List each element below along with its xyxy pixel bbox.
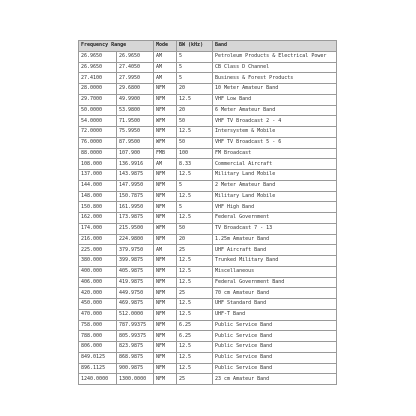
cell-mode: NFM	[154, 277, 177, 288]
cell-mode: NFM	[154, 363, 177, 374]
cell-bandwidth: 20	[177, 105, 213, 116]
cell-frequency-start: 50.0000	[79, 105, 117, 116]
cell-bandwidth: 50	[177, 137, 213, 148]
cell-mode: NFM	[154, 299, 177, 310]
cell-frequency-start: 26.9650	[79, 62, 117, 73]
cell-band: Miscellaneous	[213, 266, 337, 277]
cell-frequency-start: 896.1125	[79, 363, 117, 374]
cell-bandwidth: 25	[177, 245, 213, 256]
cell-mode: NFM	[154, 105, 177, 116]
cell-frequency-start: 216.000	[79, 234, 117, 245]
cell-bandwidth: 5	[177, 180, 213, 191]
cell-frequency-start: 148.000	[79, 191, 117, 202]
cell-band: 23 cm Amateur Band	[213, 374, 337, 385]
cell-bandwidth: 6.25	[177, 320, 213, 331]
cell-frequency-start: 174.000	[79, 223, 117, 234]
header-bandwidth: BW (kHz)	[177, 41, 213, 52]
cell-frequency-end: 1300.0000	[117, 374, 154, 385]
cell-frequency-end: 787.99375	[117, 320, 154, 331]
table-row	[79, 223, 337, 234]
cell-band: Military Land Mobile	[213, 170, 337, 181]
cell-band: Commercial Aircraft	[213, 159, 337, 170]
cell-frequency-end: 173.9875	[117, 213, 154, 224]
cell-mode: AM	[154, 245, 177, 256]
cell-band: TV Broadcast 7 - 13	[213, 223, 337, 234]
cell-frequency-start: 137.000	[79, 170, 117, 181]
cell-bandwidth: 12.5	[177, 256, 213, 267]
cell-band: VHF High Band	[213, 202, 337, 213]
cell-bandwidth: 8.33	[177, 159, 213, 170]
cell-mode: AM	[154, 62, 177, 73]
cell-mode: NFM	[154, 352, 177, 363]
cell-frequency-end: 150.7875	[117, 191, 154, 202]
cell-frequency-end: 900.9875	[117, 363, 154, 374]
cell-frequency-end: 823.9875	[117, 342, 154, 353]
cell-frequency-end: 107.900	[117, 148, 154, 159]
table-row	[79, 234, 337, 245]
cell-frequency-start: 1240.0000	[79, 374, 117, 385]
cell-mode: NFM	[154, 320, 177, 331]
cell-bandwidth: 12.5	[177, 277, 213, 288]
cell-band: Intersystem & Mobile	[213, 127, 337, 138]
cell-bandwidth: 50	[177, 116, 213, 127]
cell-band: Public Service Band	[213, 331, 337, 342]
cell-mode: WFM	[154, 116, 177, 127]
cell-frequency-start: 108.000	[79, 159, 117, 170]
cell-band: Business & Forest Products	[213, 73, 337, 84]
cell-mode: NFM	[154, 191, 177, 202]
cell-mode: NFM	[154, 234, 177, 245]
cell-frequency-end: 71.9500	[117, 116, 154, 127]
cell-bandwidth: 12.5	[177, 266, 213, 277]
cell-mode: NFM	[154, 180, 177, 191]
table-row	[79, 137, 337, 148]
cell-mode: NFM	[154, 256, 177, 267]
cell-band: 70 cm Amateur Band	[213, 288, 337, 299]
cell-bandwidth: 50	[177, 223, 213, 234]
cell-mode: FMB	[154, 148, 177, 159]
cell-mode: AM	[154, 73, 177, 84]
header-frequency-range: Frequency Range	[79, 41, 154, 52]
cell-frequency-end: 449.9750	[117, 288, 154, 299]
cell-frequency-end: 215.9500	[117, 223, 154, 234]
header-mode: Mode	[154, 41, 177, 52]
table-row	[79, 105, 337, 116]
table-row	[79, 363, 337, 374]
table-row	[79, 116, 337, 127]
cell-bandwidth: 100	[177, 148, 213, 159]
table-header-row	[79, 41, 337, 52]
cell-frequency-end: 161.9950	[117, 202, 154, 213]
cell-band: UHF Standard Band	[213, 299, 337, 310]
cell-frequency-start: 29.7000	[79, 94, 117, 105]
cell-mode: AM	[154, 51, 177, 62]
cell-mode: NFM	[154, 127, 177, 138]
cell-mode: NFM	[154, 266, 177, 277]
cell-frequency-start: 788.000	[79, 331, 117, 342]
cell-frequency-start: 72.0000	[79, 127, 117, 138]
cell-mode: NFM	[154, 202, 177, 213]
cell-bandwidth: 12.5	[177, 213, 213, 224]
cell-band: Public Service Band	[213, 320, 337, 331]
table-row	[79, 148, 337, 159]
cell-bandwidth: 20	[177, 84, 213, 95]
cell-bandwidth: 12.5	[177, 299, 213, 310]
cell-frequency-start: 806.000	[79, 342, 117, 353]
cell-band: Public Service Band	[213, 342, 337, 353]
table-row	[79, 127, 337, 138]
cell-bandwidth: 12.5	[177, 363, 213, 374]
cell-frequency-start: 406.000	[79, 277, 117, 288]
cell-frequency-start: 420.000	[79, 288, 117, 299]
cell-frequency-end: 49.9900	[117, 94, 154, 105]
table-row	[79, 245, 337, 256]
cell-band: Public Service Band	[213, 363, 337, 374]
table-row	[79, 180, 337, 191]
table-row	[79, 277, 337, 288]
cell-frequency-end: 469.9875	[117, 299, 154, 310]
frequency-table	[78, 40, 337, 385]
cell-band: Public Service Band	[213, 352, 337, 363]
cell-bandwidth: 5	[177, 51, 213, 62]
cell-band: VHF TV Broadcast 2 - 4	[213, 116, 337, 127]
cell-frequency-start: 150.800	[79, 202, 117, 213]
cell-frequency-end: 29.6800	[117, 84, 154, 95]
table-row	[79, 94, 337, 105]
table-row	[79, 170, 337, 181]
table-row	[79, 213, 337, 224]
cell-bandwidth: 12.5	[177, 170, 213, 181]
cell-band: VHF Low Band	[213, 94, 337, 105]
cell-frequency-start: 450.000	[79, 299, 117, 310]
table-row	[79, 342, 337, 353]
table-row	[79, 352, 337, 363]
cell-mode: NFM	[154, 374, 177, 385]
cell-frequency-end: 379.9750	[117, 245, 154, 256]
cell-mode: NFM	[154, 213, 177, 224]
cell-frequency-end: 87.9500	[117, 137, 154, 148]
header-band: Band	[213, 41, 337, 52]
cell-frequency-end: 26.9650	[117, 51, 154, 62]
cell-band: 2 Meter Amateur Band	[213, 180, 337, 191]
cell-band: Petroleum Products & Electrical Power	[213, 51, 337, 62]
cell-bandwidth: 12.5	[177, 127, 213, 138]
cell-frequency-end: 75.9950	[117, 127, 154, 138]
cell-frequency-start: 144.000	[79, 180, 117, 191]
cell-bandwidth: 5	[177, 73, 213, 84]
table-row	[79, 331, 337, 342]
cell-mode: AM	[154, 159, 177, 170]
cell-frequency-start: 28.0000	[79, 84, 117, 95]
cell-frequency-start: 88.0000	[79, 148, 117, 159]
cell-frequency-end: 143.9875	[117, 170, 154, 181]
cell-frequency-end: 147.9950	[117, 180, 154, 191]
cell-frequency-end: 27.4050	[117, 62, 154, 73]
cell-frequency-end: 868.9875	[117, 352, 154, 363]
cell-frequency-end: 419.9875	[117, 277, 154, 288]
cell-frequency-end: 805.99375	[117, 331, 154, 342]
cell-band: 1.25m Amateur Band	[213, 234, 337, 245]
cell-frequency-start: 225.000	[79, 245, 117, 256]
cell-frequency-start: 27.4100	[79, 73, 117, 84]
cell-bandwidth: 12.5	[177, 94, 213, 105]
cell-frequency-start: 162.000	[79, 213, 117, 224]
cell-band: Military Land Mobile	[213, 191, 337, 202]
cell-frequency-start: 26.9650	[79, 51, 117, 62]
cell-frequency-start: 380.000	[79, 256, 117, 267]
cell-bandwidth: 5	[177, 62, 213, 73]
cell-frequency-start: 758.000	[79, 320, 117, 331]
table-row	[79, 320, 337, 331]
cell-band: VHF TV Broadcast 5 - 6	[213, 137, 337, 148]
cell-mode: NFM	[154, 331, 177, 342]
cell-mode: NFM	[154, 342, 177, 353]
table-row	[79, 256, 337, 267]
cell-bandwidth: 5	[177, 202, 213, 213]
cell-mode: NFM	[154, 94, 177, 105]
cell-bandwidth: 12.5	[177, 352, 213, 363]
table-row	[79, 202, 337, 213]
table-row	[79, 374, 337, 385]
table-row	[79, 73, 337, 84]
cell-mode: NFM	[154, 309, 177, 320]
table-row	[79, 191, 337, 202]
cell-bandwidth: 25	[177, 288, 213, 299]
table-row	[79, 159, 337, 170]
cell-frequency-start: 400.000	[79, 266, 117, 277]
cell-bandwidth: 6.25	[177, 331, 213, 342]
table-row	[79, 288, 337, 299]
cell-mode: WFM	[154, 223, 177, 234]
cell-mode: NFM	[154, 84, 177, 95]
cell-band: UHF-T Band	[213, 309, 337, 320]
cell-mode: WFM	[154, 137, 177, 148]
cell-frequency-start: 54.0000	[79, 116, 117, 127]
cell-bandwidth: 25	[177, 374, 213, 385]
cell-bandwidth: 12.5	[177, 342, 213, 353]
cell-band: Trunked Military Band	[213, 256, 337, 267]
cell-band: Federal Government	[213, 213, 337, 224]
cell-frequency-start: 470.000	[79, 309, 117, 320]
cell-mode: NFM	[154, 288, 177, 299]
cell-band: CB Class D Channel	[213, 62, 337, 73]
table-row	[79, 299, 337, 310]
cell-band: FM Broadcast	[213, 148, 337, 159]
table-body	[79, 51, 337, 384]
cell-frequency-end: 53.9800	[117, 105, 154, 116]
cell-band: 10 Meter Amateur Band	[213, 84, 337, 95]
cell-band: 6 Meter Amateur Band	[213, 105, 337, 116]
table-row	[79, 309, 337, 320]
cell-frequency-end: 512.0000	[117, 309, 154, 320]
cell-frequency-end: 224.9800	[117, 234, 154, 245]
cell-frequency-start: 849.0125	[79, 352, 117, 363]
table-row	[79, 62, 337, 73]
table-row	[79, 84, 337, 95]
cell-bandwidth: 12.5	[177, 309, 213, 320]
cell-frequency-end: 399.9875	[117, 256, 154, 267]
cell-mode: NFM	[154, 170, 177, 181]
cell-frequency-end: 27.9950	[117, 73, 154, 84]
cell-band: Federal Government Band	[213, 277, 337, 288]
cell-bandwidth: 20	[177, 234, 213, 245]
cell-bandwidth: 12.5	[177, 191, 213, 202]
table-row	[79, 266, 337, 277]
cell-band: UHF Aircraft Band	[213, 245, 337, 256]
cell-frequency-end: 405.9875	[117, 266, 154, 277]
cell-frequency-start: 76.0000	[79, 137, 117, 148]
table-row	[79, 51, 337, 62]
cell-frequency-end: 136.9916	[117, 159, 154, 170]
